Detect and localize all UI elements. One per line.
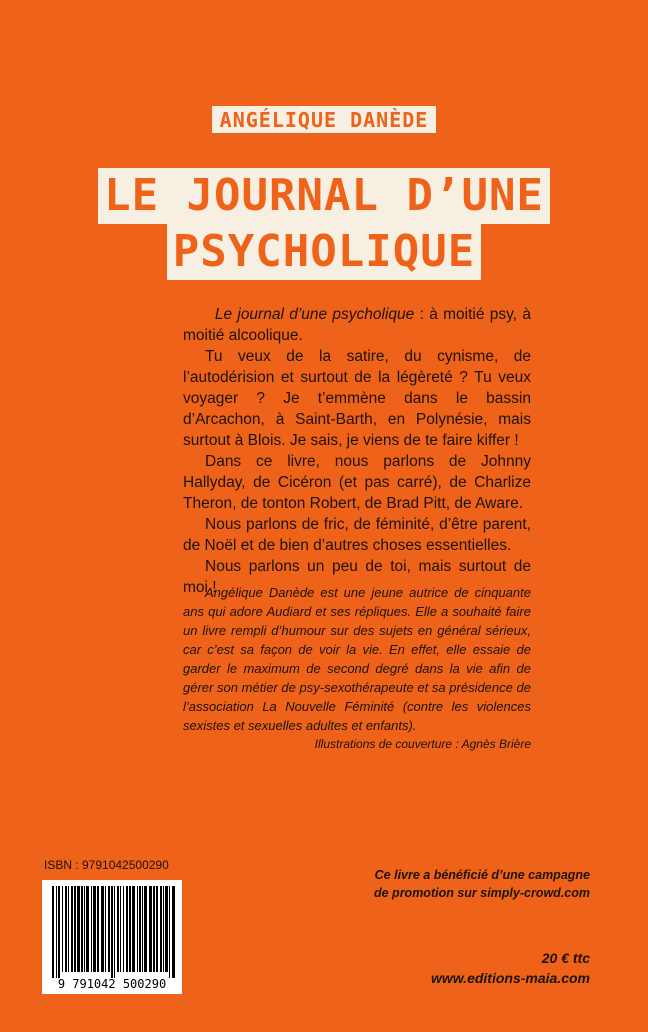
isbn-label: ISBN : 9791042500290 — [44, 858, 169, 872]
promo-line-1: Ce livre a bénéficié d’une campagne — [374, 868, 590, 882]
blurb-p1-rest: : à moitié psy, à moitié alcoolique. — [183, 306, 531, 344]
blurb-paragraph-3 — [183, 451, 531, 514]
barcode-bar — [65, 886, 67, 972]
blurb-p3-text: Dans ce livre, nous parlons de Johnny Hallyday, de Cicéron (et pas carré), de Charlize Theron, de tonton Robert, de Brad Pitt, de Aware. — [183, 453, 531, 512]
barcode-bar — [163, 886, 164, 972]
barcode-bar — [62, 886, 63, 972]
book-title — [0, 168, 648, 280]
barcode-bar — [169, 886, 170, 978]
barcode-bar — [165, 886, 168, 972]
barcode-bars — [52, 886, 175, 978]
promo-note — [330, 866, 590, 902]
barcode-bar — [144, 886, 147, 972]
barcode-bar — [129, 886, 131, 972]
barcode-bar — [111, 886, 113, 978]
title-line-2-text: PSYCHOLIQUE — [167, 224, 481, 280]
blurb-p5-text: Nous parlons un peu de toi, mais surtout de moi ! — [183, 558, 531, 596]
barcode-bar — [77, 886, 80, 972]
title-line-2 — [0, 224, 648, 280]
cover-credit: Illustrations de couverture : Agnès Brière — [314, 737, 531, 751]
blurb-paragraph-2 — [183, 346, 531, 451]
barcode-bar — [56, 886, 57, 978]
barcode-bar — [71, 886, 73, 972]
barcode-bar — [58, 886, 60, 978]
author-label — [0, 106, 648, 133]
bio-text-a: Angélique Danède est une jeune autrice de cinquante ans qui adore Audiard et ses répliques. Elle a souhaité faire un livre rempli d’humour sur des sujets en général sérieux, car c’est sa façon de voir la vie. En effet, elle essaie de garder le maximum de second degré dans la vie afin de gérer son métier de psy-sexothérapeute et sa présidence de l’association — [183, 585, 531, 714]
blurb-book-title: Le journal d’une psycholique — [214, 306, 415, 323]
barcode-bar — [114, 886, 115, 978]
bio-text-b: (contre les violences sexistes et sexuelles adultes et enfants). — [183, 699, 531, 733]
barcode — [42, 880, 182, 994]
barcode-bar — [120, 886, 121, 972]
barcode-bar — [74, 886, 76, 972]
barcode-bar — [172, 886, 175, 978]
author-name: ANGÉLIQUE DANÈDE — [212, 106, 437, 133]
barcode-bar — [153, 886, 155, 972]
barcode-bar — [108, 886, 110, 972]
barcode-bar — [123, 886, 124, 972]
barcode-bar — [101, 886, 104, 972]
barcode-bar — [126, 886, 128, 972]
barcode-graphic — [42, 880, 182, 994]
barcode-bar — [97, 886, 99, 972]
barcode-bar — [93, 886, 96, 972]
blurb — [183, 304, 531, 598]
promo-line-2: de promotion sur simply-crowd.com — [374, 886, 590, 900]
barcode-bar — [52, 886, 54, 978]
barcode-bar — [86, 886, 89, 972]
title-line-1-text: LE JOURNAL D’UNE — [98, 168, 550, 224]
barcode-bar — [142, 886, 143, 972]
barcode-bar — [160, 886, 162, 972]
title-line-1 — [0, 168, 648, 224]
barcode-bar — [84, 886, 85, 972]
blurb-p2-text: Tu veux de la satire, du cynisme, de l’autodérision et surtout de la légèreté ? Tu veux voyager ? Je t’emmène dans le bassin d’Arcachon, à Saint-Barth, en Polynésie, mais surtout à Blois. Je sais, je viens de te faire kiffer ! — [183, 348, 531, 449]
blurb-p4-text: Nous parlons de fric, de féminité, d’être parent, de Noël et de bien d’autres choses essentielles. — [183, 516, 531, 554]
author-bio — [183, 583, 531, 735]
blurb-paragraph-4 — [183, 514, 531, 556]
barcode-bar — [68, 886, 69, 972]
barcode-bar — [149, 886, 152, 972]
barcode-bar — [139, 886, 141, 972]
barcode-bar — [132, 886, 135, 972]
barcode-bar — [91, 886, 92, 972]
publisher-website[interactable]: www.editions-maia.com — [431, 970, 590, 986]
barcode-bar — [137, 886, 138, 972]
barcode-bar — [81, 886, 83, 972]
blurb-paragraph-1 — [183, 304, 531, 346]
barcode-digits: 9 791042 500290 — [57, 977, 167, 991]
barcode-bar — [117, 886, 119, 972]
price-block — [330, 948, 590, 988]
bio-org: La Nouvelle Féminité — [262, 699, 395, 714]
barcode-bar — [105, 886, 106, 972]
price-amount: 20 € ttc — [541, 950, 590, 966]
barcode-bar — [156, 886, 158, 972]
